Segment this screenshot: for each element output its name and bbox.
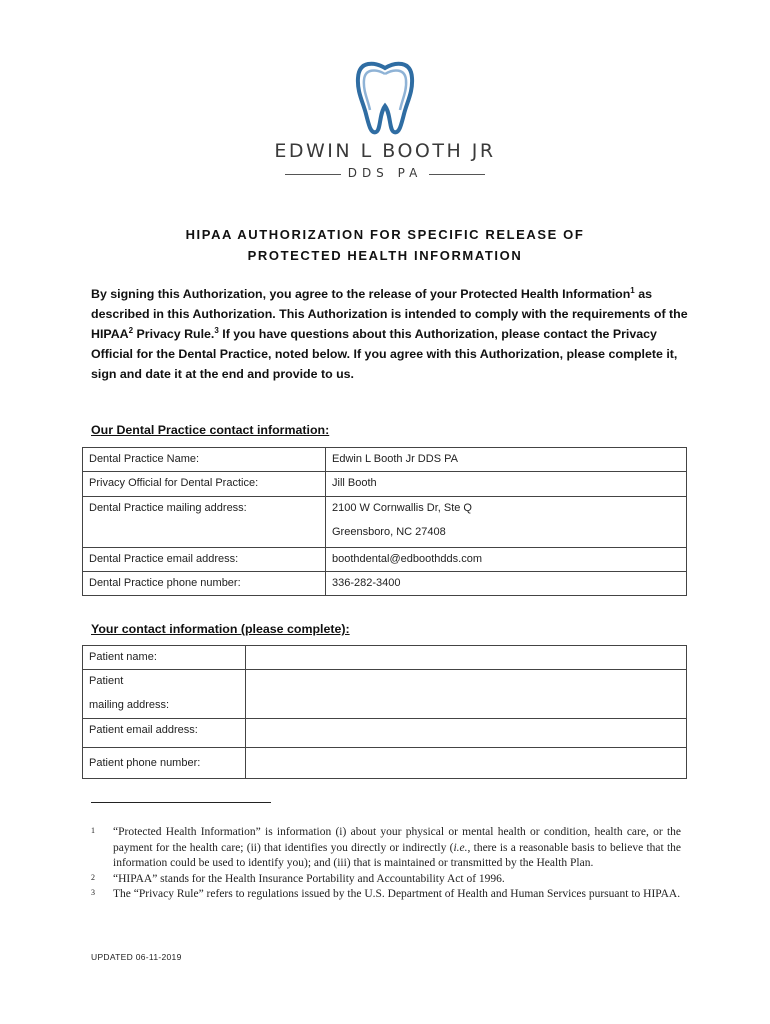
footnote-text: “HIPAA” stands for the Health Insurance Portability and Accountability Act of 1996. xyxy=(113,872,505,885)
table-row xyxy=(83,572,687,596)
intro-text-3: Privacy Rule. xyxy=(133,327,215,341)
mailing-address-label: Dental Practice mailing address: xyxy=(83,497,326,548)
footnote-number: 1 xyxy=(91,826,95,835)
email-label: Dental Practice email address: xyxy=(83,548,326,572)
title-line-2: PROTECTED HEALTH INFORMATION xyxy=(247,248,523,263)
phone-label: Dental Practice phone number: xyxy=(83,572,326,596)
footnote-2 xyxy=(91,872,681,888)
table-row xyxy=(83,646,687,670)
footnote-1 xyxy=(91,825,681,872)
intro-text-4: If you have questions about this Authorization, please contact the Privacy Official for the Dental Practice, noted below. If you agree with this Authorization, please complete it, sign and date it at the end and provide to us. xyxy=(91,327,678,381)
footnote-ref-1: 1 xyxy=(630,285,635,295)
patient-address-label xyxy=(83,670,246,719)
practice-info-table xyxy=(82,447,687,596)
patient-address-label-line-2: mailing address: xyxy=(89,699,170,711)
footnote-number: 2 xyxy=(91,872,95,882)
address-line-2: Greensboro, NC 27408 xyxy=(332,526,446,538)
practice-logo xyxy=(0,58,770,180)
patient-phone-label: Patient phone number: xyxy=(83,748,246,779)
table-row xyxy=(83,670,687,719)
patient-email-field[interactable] xyxy=(246,719,687,748)
table-row xyxy=(83,748,687,779)
footnote-number: 3 xyxy=(91,888,95,897)
footnotes xyxy=(91,825,681,903)
footnote-divider xyxy=(91,802,271,803)
footnote-text: , there is a reasonable basis to believe that the information could be used to identify you); and (iii) that is maintained or transmitted by the Health Plan. xyxy=(113,841,681,869)
patient-info-heading: Your contact information (please complete): xyxy=(91,622,350,636)
mailing-address-value xyxy=(326,497,687,548)
privacy-official-value: Jill Booth xyxy=(326,472,687,497)
table-row xyxy=(83,497,687,548)
updated-date: UPDATED 06-11-2019 xyxy=(91,952,182,962)
practice-info-heading: Our Dental Practice contact information: xyxy=(91,423,330,437)
patient-name-field[interactable] xyxy=(246,646,687,670)
title-line-1: HIPAA AUTHORIZATION FOR SPECIFIC RELEASE OF xyxy=(185,227,585,242)
footnote-text: “Protected Health Information” is information (i) about your physical or mental health or condition, health care, or the payment for the health care; (ii) that identifies you directly or indirectly ( xyxy=(113,826,681,854)
patient-info-table xyxy=(82,645,687,779)
intro-text-2: as described in this Authorization. This Authorization is intended to comply with the requirements of the HIPAA xyxy=(91,287,688,341)
patient-address-field[interactable] xyxy=(246,670,687,719)
patient-name-label: Patient name: xyxy=(83,646,246,670)
document-title xyxy=(0,224,770,266)
patient-email-label: Patient email address: xyxy=(83,719,246,748)
practice-name-label: Dental Practice Name: xyxy=(83,448,326,472)
practice-name-value: Edwin L Booth Jr DDS PA xyxy=(326,448,687,472)
footnote-ref-3: 3 xyxy=(214,325,219,335)
practice-subtitle: DDS PA xyxy=(285,166,485,180)
patient-address-label-line-1: Patient xyxy=(89,675,124,687)
patient-phone-field[interactable] xyxy=(246,748,687,779)
footnote-ref-2: 2 xyxy=(128,325,134,335)
intro-text-1: By signing this Authorization, you agree to the release of your Protected Health Information xyxy=(91,287,631,301)
footnote-3 xyxy=(91,887,681,903)
privacy-official-label: Privacy Official for Dental Practice: xyxy=(83,472,326,497)
table-row xyxy=(83,548,687,572)
intro-paragraph xyxy=(91,284,691,384)
footnote-italic: i.e. xyxy=(453,841,468,854)
address-line-1: 2100 W Cornwallis Dr, Ste Q xyxy=(332,502,472,514)
tooth-icon xyxy=(353,58,417,136)
table-row xyxy=(83,472,687,497)
email-value: boothdental@edboothdds.com xyxy=(326,548,687,572)
phone-value: 336-282-3400 xyxy=(326,572,687,596)
footnote-text: The “Privacy Rule” refers to regulations issued by the U.S. Department of Health and Human Services pursuant to HIPAA. xyxy=(113,888,681,900)
table-row xyxy=(83,448,687,472)
table-row xyxy=(83,719,687,748)
practice-name: EDWIN L BOOTH JR xyxy=(274,140,496,162)
